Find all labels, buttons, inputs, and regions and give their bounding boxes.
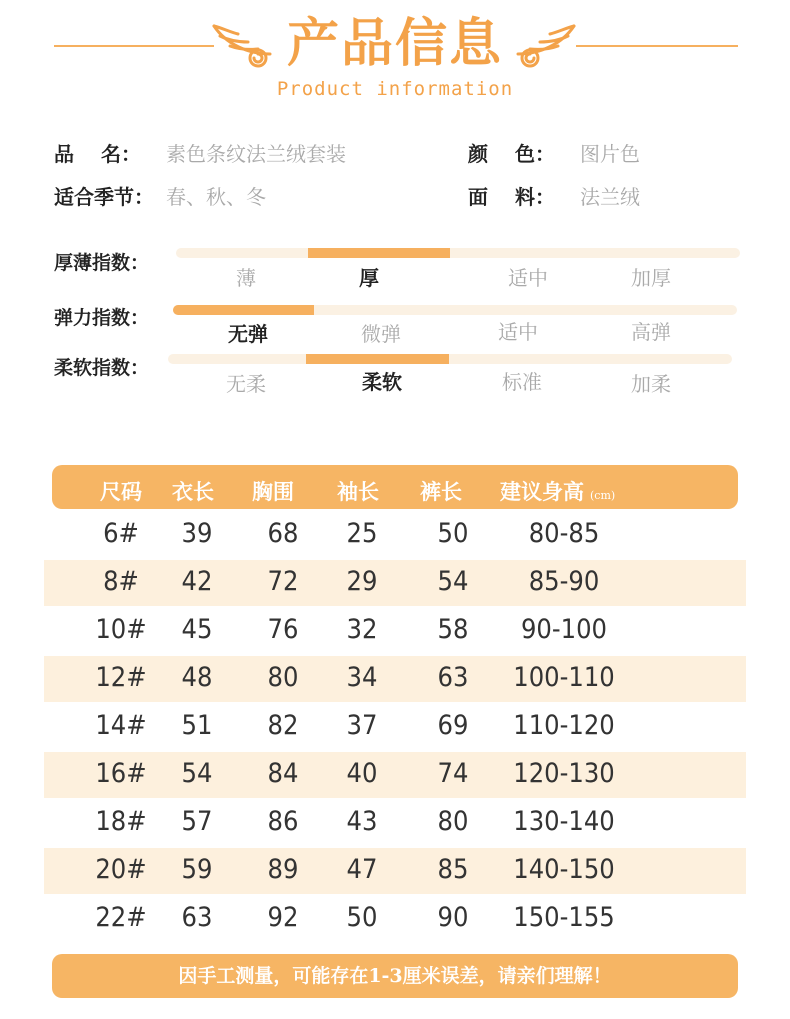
page-title: 产品信息 [286,14,503,74]
softness-index-label: 柔软指数： [54,357,150,379]
table-cell: 85 [437,854,469,885]
table-cell: 130-140 [513,806,615,837]
table-cell: 89 [267,854,299,885]
header-size: 尺码 [100,479,142,504]
table-cell: 90-100 [520,614,608,645]
header-sleeve: 袖长 [337,479,379,504]
softness-option-none: 无柔 [226,372,266,396]
table-cell: 42 [181,566,213,597]
header-height [500,476,615,506]
thickness-index-bar [176,248,740,258]
elasticity-index-label: 弹力指数： [54,307,150,329]
table-cell: 50 [346,902,378,933]
table-cell: 80-85 [528,518,600,549]
info-fabric-label: 面 料： [468,185,555,209]
table-cell: 57 [181,806,213,837]
table-cell: 20# [95,854,147,885]
table-cell: 51 [181,710,213,741]
table-cell: 85-90 [528,566,600,597]
table-cell: 34 [346,662,378,693]
table-cell: 68 [267,518,299,549]
table-cell: 86 [267,806,299,837]
table-cell: 45 [181,614,213,645]
elasticity-index-marker [173,305,314,315]
table-cell: 63 [181,902,213,933]
info-name-label: 品 名： [54,142,141,166]
thickness-index-marker [308,248,450,258]
header-height-unit: (cm) [590,489,616,502]
table-cell: 43 [346,806,378,837]
info-name-value: 素色条纹法兰绒套装 [166,142,346,166]
table-cell: 12# [95,662,147,693]
table-cell: 74 [437,758,469,789]
info-season-label: 适合季节： [54,185,154,209]
table-cell: 76 [267,614,299,645]
info-season-value: 春、秋、冬 [166,185,266,209]
header-length: 衣长 [172,479,214,504]
header-height-label: 建议身高 [500,479,584,504]
table-cell: 39 [181,518,213,549]
table-cell: 54 [437,566,469,597]
table-cell: 40 [346,758,378,789]
elasticity-option-none: 无弹 [228,322,268,346]
thickness-option-thin: 薄 [236,266,256,290]
info-color-value: 图片色 [580,142,640,166]
table-cell: 58 [437,614,469,645]
table-cell: 32 [346,614,378,645]
table-cell: 29 [346,566,378,597]
footer-note: 因手工测量，可能存在1-3厘米误差，请亲们理解！ [52,954,738,998]
table-cell: 10# [95,614,147,645]
info-fabric-value: 法兰绒 [580,185,640,209]
size-table-header [52,465,738,509]
table-cell: 6# [103,518,139,549]
thickness-index-label: 厚薄指数： [54,252,150,274]
softness-option-soft: 柔软 [362,370,402,394]
table-cell: 110-120 [513,710,615,741]
softness-index-bar [168,354,732,364]
table-cell: 80 [437,806,469,837]
table-cell: 140-150 [513,854,615,885]
table-cell: 25 [346,518,378,549]
table-cell: 16# [95,758,147,789]
softness-option-standard: 标准 [502,370,542,394]
table-cell: 90 [437,902,469,933]
page-subtitle: Product information [276,78,514,100]
table-cell: 150-155 [513,902,615,933]
softness-index-marker [306,354,449,364]
table-cell: 63 [437,662,469,693]
table-cell: 47 [346,854,378,885]
thickness-option-thick: 厚 [359,266,379,290]
info-color-label: 颜 色： [468,142,555,166]
header-chest: 胸围 [252,479,294,504]
elasticity-option-high: 高弹 [631,320,671,344]
table-cell: 22# [95,902,147,933]
table-cell: 69 [437,710,469,741]
table-cell: 37 [346,710,378,741]
table-cell: 72 [267,566,299,597]
table-cell: 48 [181,662,213,693]
table-cell: 82 [267,710,299,741]
table-cell: 80 [267,662,299,693]
table-cell: 59 [181,854,213,885]
table-cell: 100-110 [513,662,615,693]
elasticity-option-slight: 微弹 [361,322,401,346]
table-cell: 8# [103,566,139,597]
softness-option-extra-soft: 加柔 [631,372,671,396]
table-cell: 92 [267,902,299,933]
table-cell: 54 [181,758,213,789]
table-cell: 84 [267,758,299,789]
table-cell: 14# [95,710,147,741]
table-cell: 120-130 [513,758,615,789]
thickness-option-medium: 适中 [508,266,548,290]
table-cell: 18# [95,806,147,837]
header-pants: 裤长 [420,479,462,504]
elasticity-option-medium: 适中 [498,320,538,344]
table-cell: 50 [437,518,469,549]
thickness-option-extra-thick: 加厚 [631,266,671,290]
